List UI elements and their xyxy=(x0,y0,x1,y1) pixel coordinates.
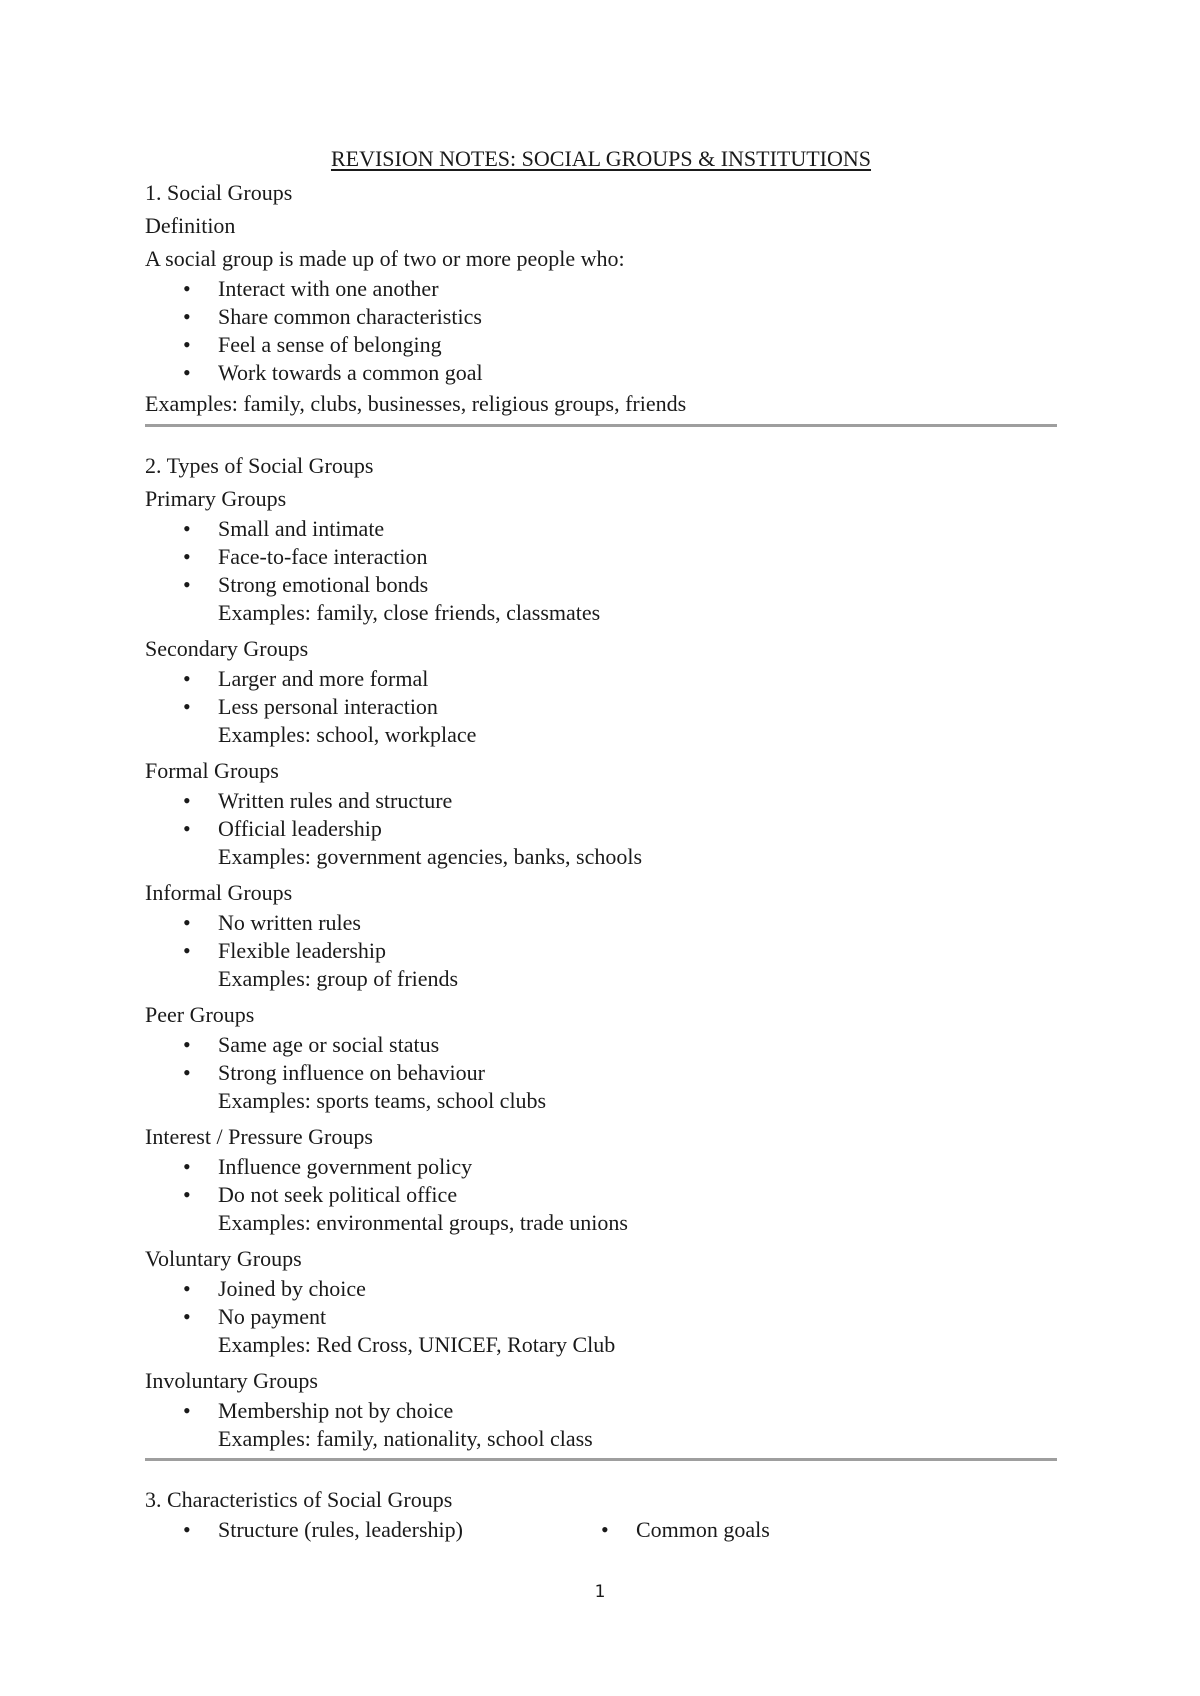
group-bullet-list xyxy=(145,909,1057,965)
group-name: Primary Groups xyxy=(145,486,287,511)
list-item-text: Same age or social status xyxy=(218,1032,440,1057)
list-item-text: Strong influence on behaviour xyxy=(218,1060,485,1085)
bullet-icon: • xyxy=(183,1154,191,1179)
list-item xyxy=(145,275,1057,303)
group-name: Secondary Groups xyxy=(145,636,309,661)
group-bullet-list xyxy=(145,1153,1057,1209)
document-title: REVISION NOTES: SOCIAL GROUPS & INSTITUTIONS xyxy=(330,146,872,171)
group-bullet-list xyxy=(145,515,1057,599)
group-examples: Examples: government agencies, banks, schools xyxy=(218,844,643,869)
list-item xyxy=(145,1516,601,1544)
group-examples: Examples: group of friends xyxy=(218,966,459,991)
list-item xyxy=(145,693,1057,721)
list-item xyxy=(145,1059,1057,1087)
bullet-icon: • xyxy=(183,360,191,385)
bullet-icon: • xyxy=(183,694,191,719)
subheading-definition: Definition xyxy=(145,213,236,238)
group-bullet-list xyxy=(145,665,1057,721)
document-page xyxy=(145,144,1057,1544)
group-interest-pressure xyxy=(145,1120,1057,1237)
characteristics-bullet-list xyxy=(601,1516,1057,1544)
list-item xyxy=(145,543,1057,571)
page-number: 1 xyxy=(594,1582,606,1602)
section-divider xyxy=(145,424,1057,427)
group-bullet-list xyxy=(145,1275,1057,1331)
list-item xyxy=(601,1516,1057,1544)
list-item-text: Larger and more formal xyxy=(218,666,429,691)
bullet-icon: • xyxy=(183,572,191,597)
bullet-icon: • xyxy=(183,516,191,541)
list-item-text: Feel a sense of belonging xyxy=(218,332,442,357)
list-item xyxy=(145,571,1057,599)
group-name: Involuntary Groups xyxy=(145,1368,318,1393)
section-social-groups xyxy=(145,176,1057,420)
list-item-text: Official leadership xyxy=(218,816,382,841)
characteristics-bullet-list xyxy=(145,1516,601,1544)
list-item xyxy=(145,331,1057,359)
list-item xyxy=(145,1153,1057,1181)
bullet-icon: • xyxy=(183,332,191,357)
group-name: Formal Groups xyxy=(145,758,279,783)
bullet-icon: • xyxy=(183,1032,191,1057)
list-item-text: Do not seek political office xyxy=(218,1182,458,1207)
list-item-text: Influence government policy xyxy=(218,1154,473,1179)
group-examples: Examples: sports teams, school clubs xyxy=(218,1088,547,1113)
group-examples: Examples: family, nationality, school class xyxy=(218,1426,593,1451)
group-name: Voluntary Groups xyxy=(145,1246,302,1271)
list-item xyxy=(145,937,1057,965)
characteristics-left-column xyxy=(145,1516,601,1544)
list-item-text: Share common characteristics xyxy=(218,304,482,329)
list-item xyxy=(145,303,1057,331)
group-informal xyxy=(145,876,1057,993)
group-secondary xyxy=(145,632,1057,749)
section-heading: 2. Types of Social Groups xyxy=(145,453,374,478)
list-item xyxy=(145,1303,1057,1331)
list-item-text: Structure (rules, leadership) xyxy=(218,1517,463,1542)
section-divider xyxy=(145,1458,1057,1461)
bullet-icon: • xyxy=(183,1060,191,1085)
list-item xyxy=(145,1275,1057,1303)
list-item xyxy=(145,359,1057,387)
group-primary xyxy=(145,482,1057,627)
group-name: Peer Groups xyxy=(145,1002,255,1027)
list-item xyxy=(145,1181,1057,1209)
characteristics-right-column xyxy=(601,1516,1057,1544)
group-name: Interest / Pressure Groups xyxy=(145,1124,373,1149)
section-characteristics xyxy=(145,1483,1057,1544)
characteristics-columns xyxy=(145,1516,1057,1544)
bullet-icon: • xyxy=(183,1276,191,1301)
group-bullet-list xyxy=(145,787,1057,843)
list-item-text: Work towards a common goal xyxy=(218,360,483,385)
group-examples: Examples: family, close friends, classmates xyxy=(218,600,601,625)
group-involuntary xyxy=(145,1364,1057,1453)
bullet-icon: • xyxy=(183,666,191,691)
group-name: Informal Groups xyxy=(145,880,293,905)
list-item-text: Common goals xyxy=(636,1517,770,1542)
bullet-icon: • xyxy=(183,788,191,813)
bullet-icon: • xyxy=(601,1517,609,1542)
group-examples: Examples: Red Cross, UNICEF, Rotary Club xyxy=(218,1332,616,1357)
bullet-icon: • xyxy=(183,304,191,329)
list-item xyxy=(145,787,1057,815)
list-item-text: Face-to-face interaction xyxy=(218,544,428,569)
list-item-text: Interact with one another xyxy=(218,276,439,301)
list-item xyxy=(145,515,1057,543)
bullet-icon: • xyxy=(183,1517,191,1542)
list-item-text: Written rules and structure xyxy=(218,788,453,813)
list-item-text: Membership not by choice xyxy=(218,1398,454,1423)
list-item-text: Less personal interaction xyxy=(218,694,438,719)
section-heading: 3. Characteristics of Social Groups xyxy=(145,1487,453,1512)
list-item xyxy=(145,909,1057,937)
list-item xyxy=(145,665,1057,693)
group-examples: Examples: environmental groups, trade unions xyxy=(218,1210,628,1235)
bullet-icon: • xyxy=(183,910,191,935)
list-item xyxy=(145,1397,1057,1425)
group-bullet-list xyxy=(145,1397,1057,1425)
list-item-text: No payment xyxy=(218,1304,327,1329)
bullet-icon: • xyxy=(183,938,191,963)
bullet-icon: • xyxy=(183,816,191,841)
bullet-icon: • xyxy=(183,276,191,301)
group-peer xyxy=(145,998,1057,1115)
bullet-icon: • xyxy=(183,1398,191,1423)
group-voluntary xyxy=(145,1242,1057,1359)
list-item-text: Strong emotional bonds xyxy=(218,572,429,597)
group-formal xyxy=(145,754,1057,871)
bullet-icon: • xyxy=(183,1304,191,1329)
definition-text: A social group is made up of two or more people who: xyxy=(145,246,625,271)
list-item-text: Small and intimate xyxy=(218,516,385,541)
list-item-text: Flexible leadership xyxy=(218,938,387,963)
definition-bullet-list xyxy=(145,275,1057,387)
section-types-of-social-groups xyxy=(145,449,1057,1453)
section-heading: 1. Social Groups xyxy=(145,180,293,205)
bullet-icon: • xyxy=(183,1182,191,1207)
list-item xyxy=(145,1031,1057,1059)
group-bullet-list xyxy=(145,1031,1057,1087)
examples-text: Examples: family, clubs, businesses, religious groups, friends xyxy=(145,391,687,416)
group-examples: Examples: school, workplace xyxy=(218,722,477,747)
bullet-icon: • xyxy=(183,544,191,569)
list-item-text: Joined by choice xyxy=(218,1276,366,1301)
list-item xyxy=(145,815,1057,843)
list-item-text: No written rules xyxy=(218,910,361,935)
